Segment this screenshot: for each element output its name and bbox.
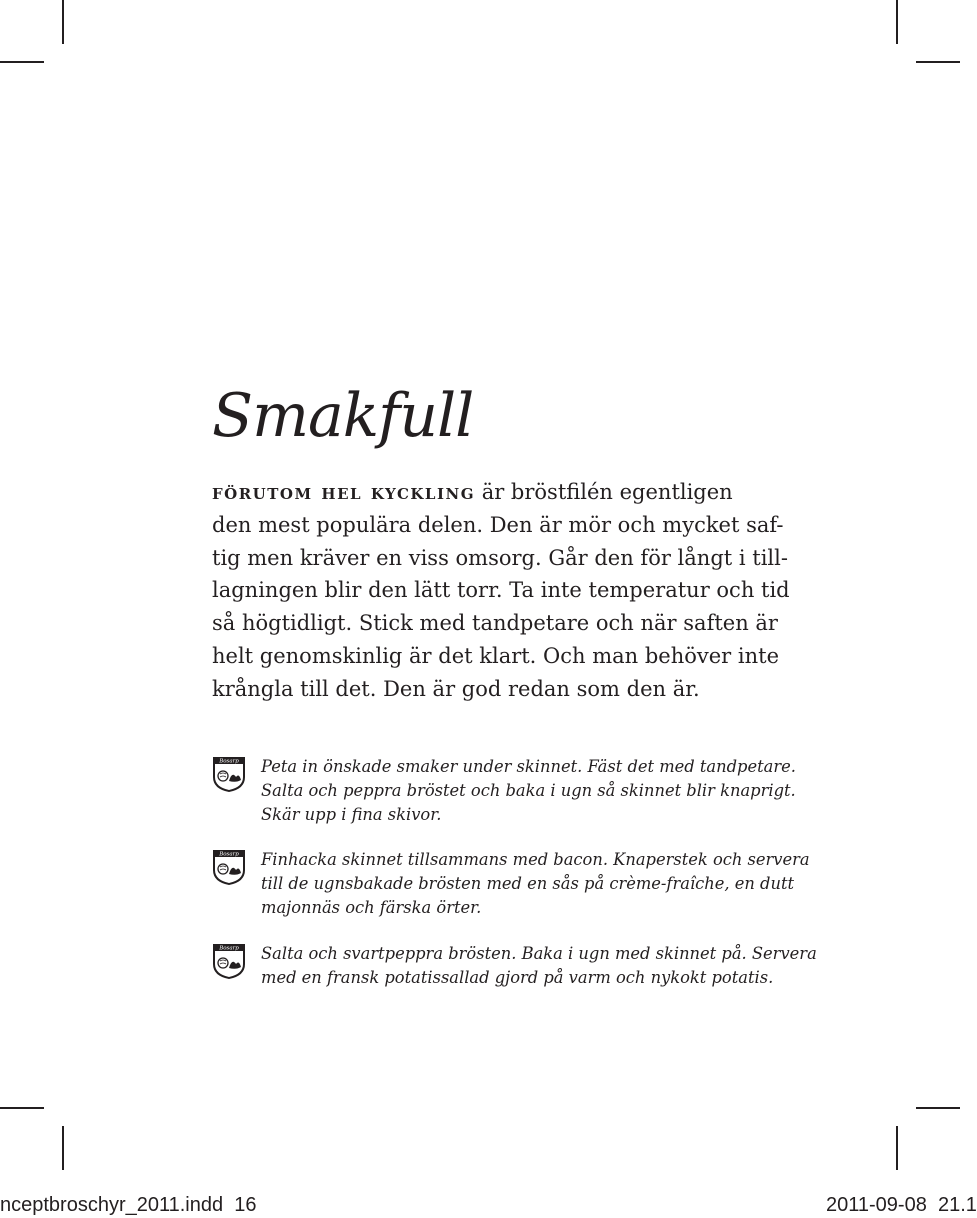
crop-mark-top-left xyxy=(62,0,64,44)
footer-filename xyxy=(0,1193,257,1217)
bosarp-logo-icon xyxy=(212,942,246,980)
tip-line: Salta och peppra bröstet och baka i ugn så skinnet blir knaprigt. xyxy=(261,781,796,800)
intro-line: förutom hel kyckling är bröstfilén egentligen xyxy=(212,479,733,504)
bosarp-logo-icon xyxy=(212,755,246,793)
crop-mark-bottom-right xyxy=(896,1126,898,1170)
tip-line: Skär upp i fina skivor. xyxy=(261,805,442,824)
intro-lead: förutom hel kyckling xyxy=(212,479,476,504)
intro-line: helt genomskinlig är det klart. Och man behöver inte xyxy=(212,643,779,668)
page-title: Smakfull xyxy=(212,381,474,451)
crop-mark-bottom-left xyxy=(62,1126,64,1170)
footer-file: nceptbroschyr_2011.indd xyxy=(0,1194,224,1216)
tip-text xyxy=(261,848,810,920)
crop-mark-left-top xyxy=(0,61,44,63)
footer-time: 21.1 xyxy=(937,1194,977,1216)
svg-text:Bosarp: Bosarp xyxy=(219,945,239,952)
svg-text:Bosarp: Bosarp xyxy=(219,758,239,765)
footer-page: 16 xyxy=(234,1194,257,1216)
svg-text:Bosarp: Bosarp xyxy=(219,851,239,858)
intro-paragraph xyxy=(212,476,790,706)
crop-mark-top-right xyxy=(896,0,898,44)
crop-mark-left-bottom xyxy=(0,1107,44,1109)
tip-line: majonnäs och färska örter. xyxy=(261,898,482,917)
tip-line: till de ugnsbakade brösten med en sås på crème-fraîche, en dutt xyxy=(261,874,795,893)
intro-line: tig men kräver en viss omsorg. Går den för långt i till- xyxy=(212,545,788,570)
crop-mark-right-top xyxy=(916,61,960,63)
footer-timestamp xyxy=(826,1193,977,1217)
footer-date: 2011-09-08 xyxy=(826,1194,927,1216)
intro-line: lagningen blir den lätt torr. Ta inte temperatur och tid xyxy=(212,578,790,603)
intro-line: så högtidligt. Stick med tandpetare och när saften är xyxy=(212,611,778,636)
tip-line: Finhacka skinnet tillsammans med bacon. Knaperstek och servera xyxy=(261,850,810,869)
tip-line: Peta in önskade smaker under skinnet. Fäst det med tandpetare. xyxy=(261,757,796,776)
intro-line: den mest populära delen. Den är mör och mycket saf- xyxy=(212,512,784,537)
tip-text xyxy=(261,942,817,990)
intro-line: krångla till det. Den är god redan som den är. xyxy=(212,676,700,701)
tip-text xyxy=(261,755,796,827)
crop-mark-right-bottom xyxy=(916,1107,960,1109)
bosarp-logo-icon xyxy=(212,848,246,886)
tip-line: Salta och svartpeppra brösten. Baka i ugn med skinnet på. Servera xyxy=(261,944,817,963)
tip-line: med en fransk potatissallad gjord på varm och nykokt potatis. xyxy=(261,968,774,987)
